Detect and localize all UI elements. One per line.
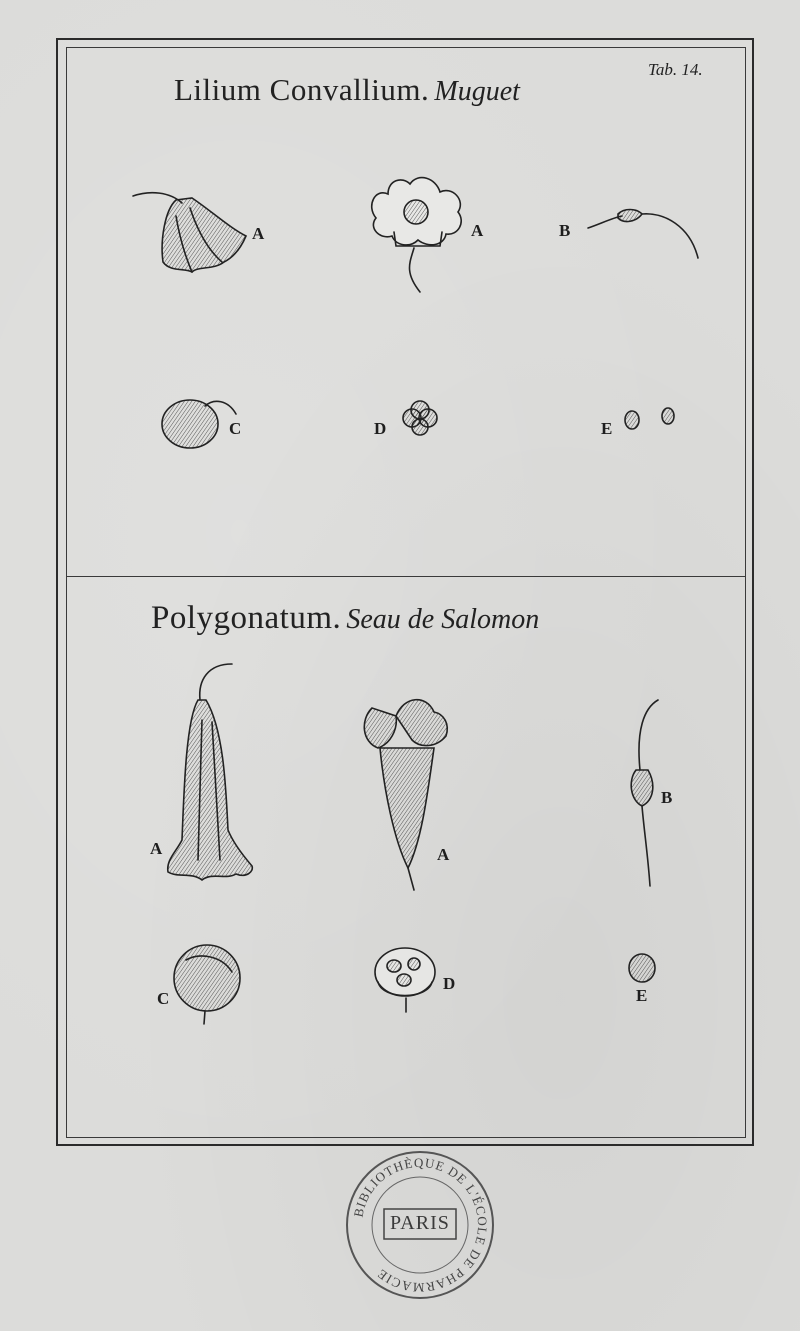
top-title-latin: Lilium Convallium. bbox=[174, 72, 430, 107]
bottom-label-e: E bbox=[636, 986, 648, 1005]
bottom-title-french: Seau de Salomon bbox=[346, 604, 540, 635]
stamp-center-text: PARIS bbox=[390, 1212, 450, 1234]
bottom-label-b: B bbox=[661, 788, 673, 807]
top-label-a2: A bbox=[471, 221, 484, 240]
bottom-label-c: C bbox=[157, 989, 170, 1008]
bottom-label-a2: A bbox=[437, 845, 450, 864]
bottom-label-d: D bbox=[443, 974, 456, 993]
top-label-e: E bbox=[601, 419, 613, 438]
top-label-d: D bbox=[374, 419, 387, 438]
stamp-ring-text bbox=[351, 1155, 491, 1295]
plate-number: Tab. 14. bbox=[648, 60, 703, 79]
top-label-a1: A bbox=[252, 224, 265, 243]
bottom-title-latin: Polygonatum. bbox=[151, 600, 342, 636]
bottom-label-a1: A bbox=[150, 839, 163, 858]
stamp-ring-textpath: BIBLIOTHÈQUE DE L'ÉCOLE DE PHARMACIE bbox=[350, 1154, 491, 1296]
top-title-french: Muguet bbox=[434, 76, 520, 107]
top-label-b: B bbox=[559, 221, 571, 240]
top-label-c: C bbox=[229, 419, 242, 438]
